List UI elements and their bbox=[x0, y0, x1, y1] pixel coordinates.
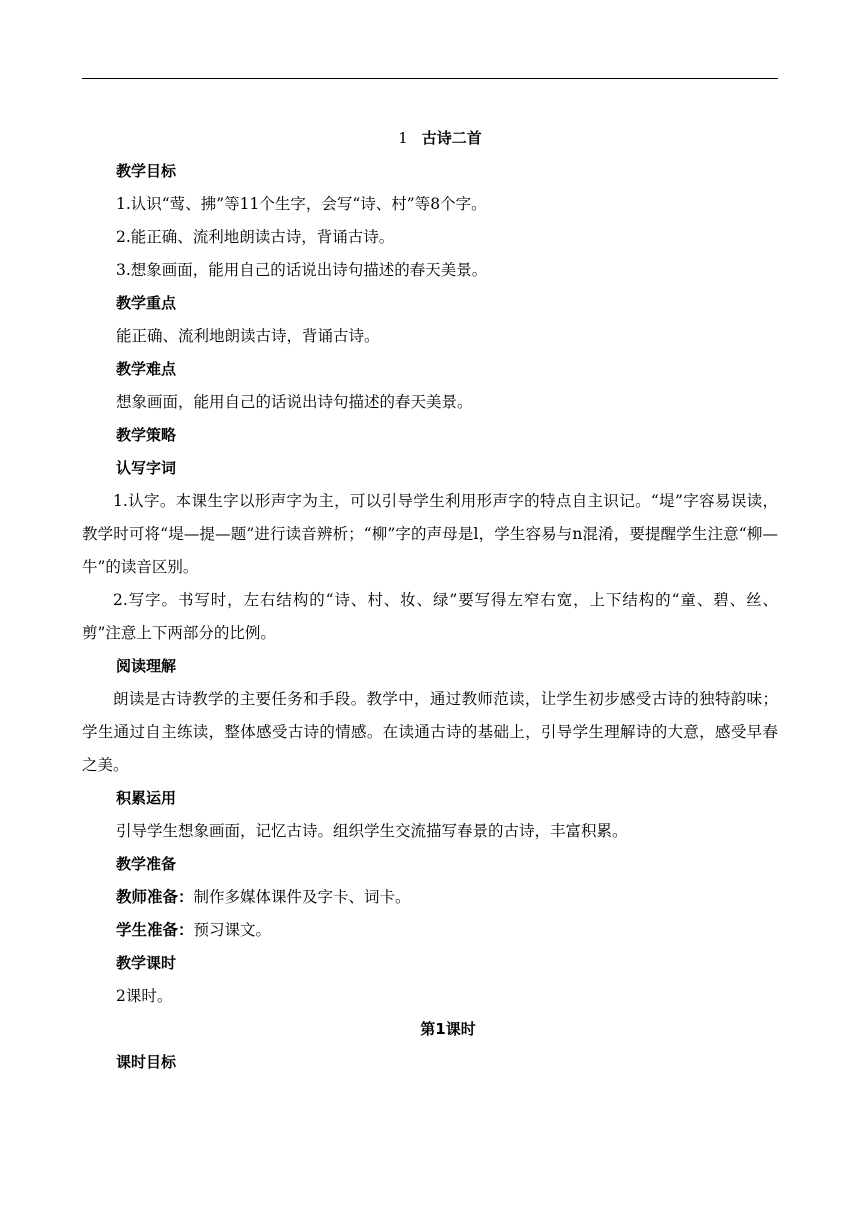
periods-heading: 教学课时 bbox=[116, 954, 177, 972]
lesson-number: 1 bbox=[398, 129, 408, 147]
goals-heading: 教学目标 bbox=[116, 162, 177, 180]
writing-paragraph-2: 2.写字。书写时，左右结构的“诗、村、妆、绿”要写得左窄右宽，上下结构的“童、碧、丝、剪”注意上下两部分的比例。 bbox=[82, 591, 778, 642]
teacher-preparation-text: 制作多媒体课件及字卡、词卡。 bbox=[193, 888, 411, 906]
document-page bbox=[82, 122, 778, 1079]
goal-item-2: 2.能正确、流利地朗读古诗，背诵古诗。 bbox=[116, 228, 395, 246]
teacher-preparation-label: 教师准备： bbox=[116, 888, 194, 906]
teacher-preparation bbox=[82, 881, 778, 914]
key-points-text: 能正确、流利地朗读古诗，背诵古诗。 bbox=[116, 327, 380, 345]
student-preparation-text: 预习课文。 bbox=[193, 921, 272, 939]
lesson1-title: 第1课时 bbox=[420, 1020, 476, 1038]
accumulation-heading: 积累运用 bbox=[116, 789, 177, 807]
difficulties-text: 想象画面，能用自己的话说出诗句描述的春天美景。 bbox=[116, 393, 473, 411]
student-preparation-label: 学生准备： bbox=[116, 921, 194, 939]
goal-item-1: 1.认识“莺、拂”等11个生字，会写“诗、村”等8个字。 bbox=[116, 195, 487, 213]
accumulation-text: 引导学生想象画面，记忆古诗。组织学生交流描写春景的古诗，丰富积累。 bbox=[116, 822, 628, 840]
key-points-heading: 教学重点 bbox=[116, 294, 177, 312]
periods-text: 2课时。 bbox=[116, 987, 173, 1005]
lesson-title bbox=[82, 122, 778, 155]
reading-paragraph: 朗读是古诗教学的主要任务和手段。教学中，通过教师范读，让学生初步感受古诗的独特韵味；学生通过自主练读，整体感受古诗的情感。在读通古诗的基础上，引导学生理解诗的大意，感受早春之美。 bbox=[82, 690, 778, 774]
header-rule bbox=[82, 78, 778, 79]
lesson1-goal-heading: 课时目标 bbox=[116, 1053, 177, 1071]
lesson-title-text: 古诗二首 bbox=[421, 129, 482, 147]
difficulties-heading: 教学难点 bbox=[116, 360, 177, 378]
preparation-heading: 教学准备 bbox=[116, 855, 177, 873]
goal-item-3: 3.想象画面，能用自己的话说出诗句描述的春天美景。 bbox=[116, 261, 488, 279]
strategy-heading: 教学策略 bbox=[116, 426, 177, 444]
writing-paragraph-1: 1.认字。本课生字以形声字为主，可以引导学生利用形声字的特点自主识记。“堤”字容易误读，教学时可将“堤—提—题”进行读音辨析；“柳”字的声母是l，学生容易与n混淆，要提醒学生注意“柳—牛”的读音区别。 bbox=[82, 492, 778, 576]
student-preparation bbox=[82, 914, 778, 947]
reading-heading: 阅读理解 bbox=[116, 657, 177, 675]
writing-heading: 认写字词 bbox=[116, 459, 177, 477]
